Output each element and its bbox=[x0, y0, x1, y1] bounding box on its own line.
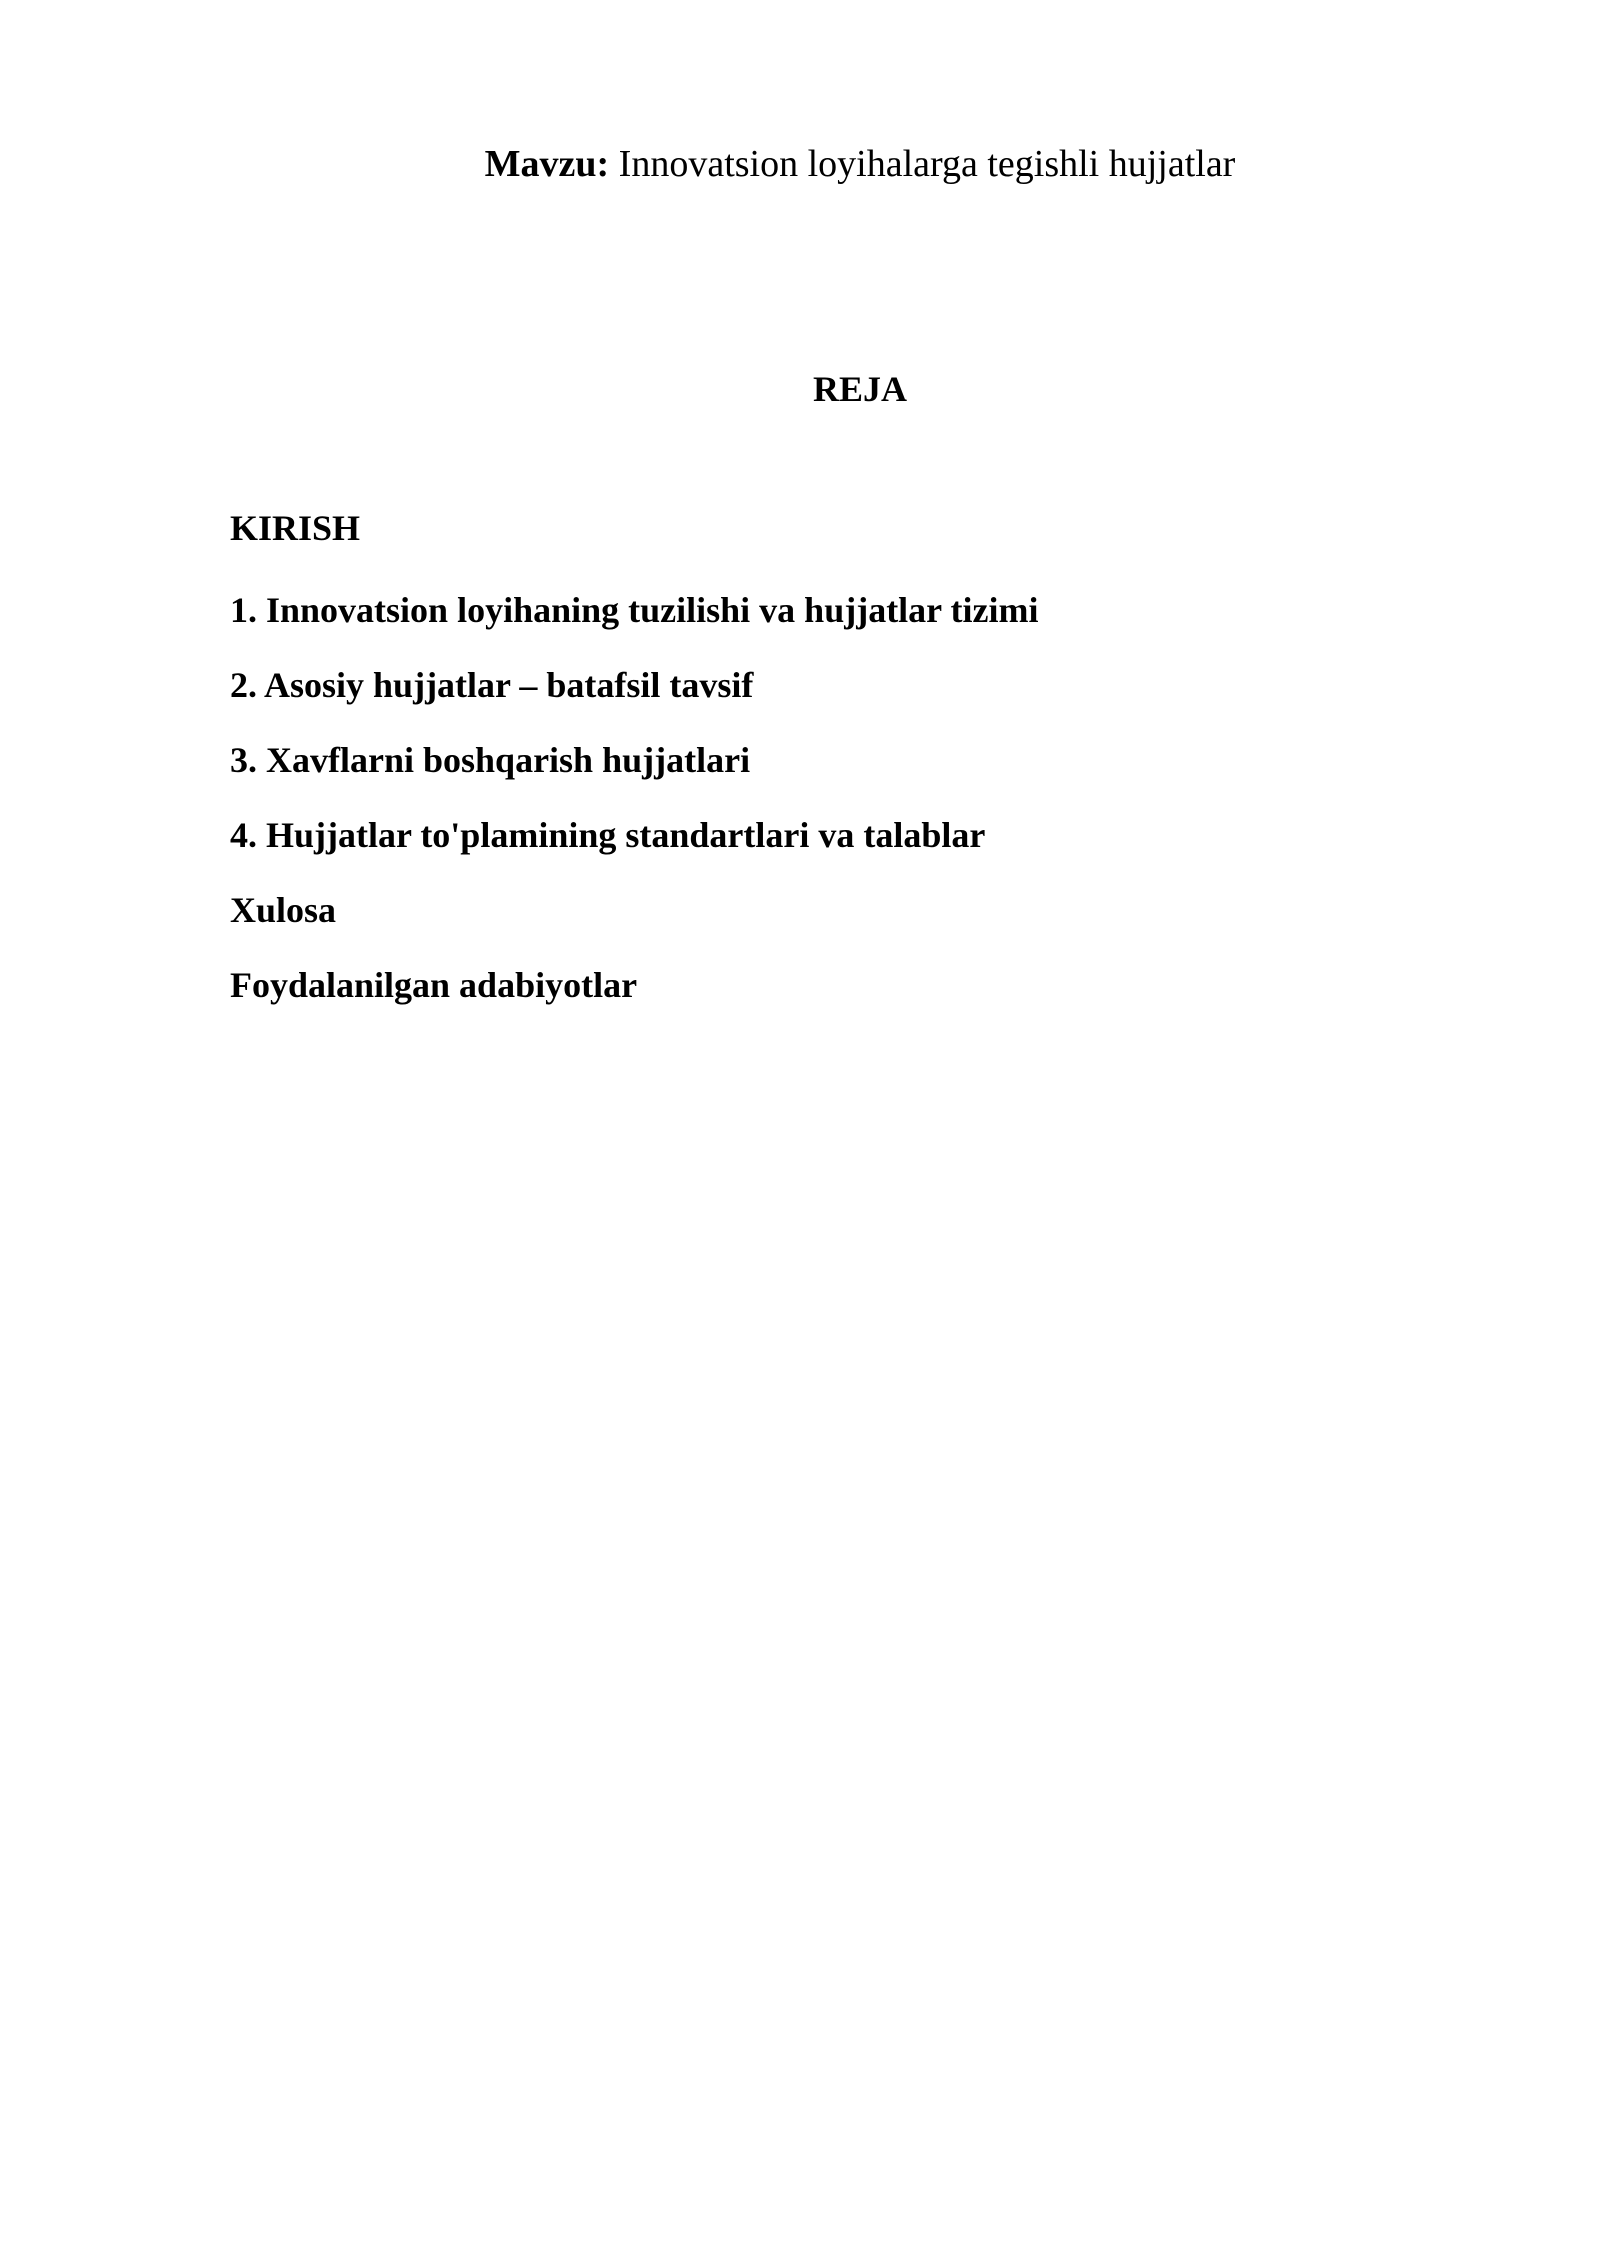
plan-item-conclusion: Xulosa bbox=[230, 890, 337, 930]
plan-item-introduction: KIRISH bbox=[230, 508, 361, 548]
topic-text: Innovatsion loyihalarga tegishli hujjatlar bbox=[618, 143, 1236, 185]
topic-label: Mavzu: bbox=[484, 143, 610, 185]
document-topic bbox=[0, 140, 1600, 188]
plan-heading: REJA bbox=[812, 369, 907, 409]
plan-item-1: 1. Innovatsion loyihaning tuzilishi va hujjatlar tizimi bbox=[230, 590, 1039, 630]
plan-item-2: 2. Asosiy hujjatlar – batafsil tavsif bbox=[230, 665, 754, 705]
plan-item-4: 4. Hujjatlar to'plamining standartlari va talablar bbox=[230, 815, 986, 855]
plan-item-3: 3. Xavflarni boshqarish hujjatlari bbox=[230, 740, 751, 780]
plan-item-references: Foydalanilgan adabiyotlar bbox=[230, 965, 638, 1005]
